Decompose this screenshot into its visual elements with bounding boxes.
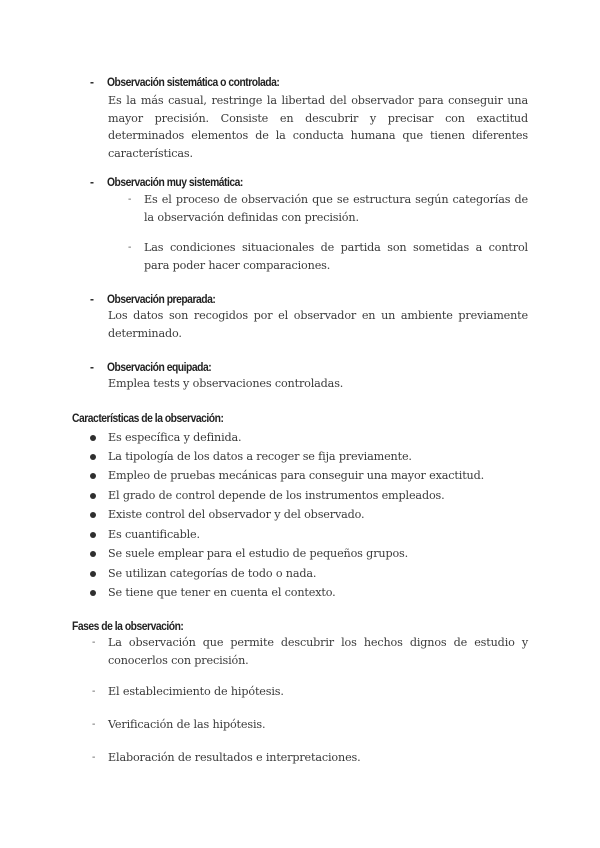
bullet-icon <box>90 532 96 538</box>
section-dash: - <box>90 360 94 374</box>
caracteristica-item: Existe control del observador y del observado. <box>108 508 365 521</box>
bullet-icon <box>90 454 96 460</box>
fase-item: El establecimiento de hipótesis. <box>108 685 284 698</box>
heading-caracteristicas: Características de la observación: <box>72 411 224 425</box>
caracteristica-item: Se suele emplear para el estudio de pequeños grupos. <box>108 547 409 560</box>
heading-observacion-preparada: Observación preparada: <box>107 292 216 306</box>
caracteristica-item: Es cuantificable. <box>108 528 200 541</box>
fase-item: Verificación de las hipótesis. <box>108 718 266 731</box>
section-dash: - <box>90 175 94 189</box>
caracteristica-item: La tipología de los datos a recoger se fija previamente. <box>108 450 412 463</box>
heading-observacion-sistematica: Observación sistemática o controlada: <box>107 75 280 89</box>
fase-item: La observación que permite descubrir los hechos dignos de estudio y conocerlos con precisión. <box>108 636 528 667</box>
caracteristica-item: Se tiene que tener en cuenta el contexto. <box>108 586 336 599</box>
fase-item: Elaboración de resultados e interpretaciones. <box>108 751 361 764</box>
bullet-icon <box>90 571 96 577</box>
bullet-icon <box>90 551 96 557</box>
section-dash: - <box>90 75 94 89</box>
caracteristica-item: Empleo de pruebas mecánicas para conseguir una mayor exactitud. <box>108 469 485 482</box>
fase-dash: - <box>92 637 96 648</box>
fase-dash: - <box>92 719 96 730</box>
heading-observacion-muy-sistematica: Observación muy sistemática: <box>107 175 243 189</box>
sub-item-condiciones: Las condiciones situacionales de partida son sometidas a control para poder hacer comparaciones. <box>144 241 528 272</box>
heading-observacion-equipada: Observación equipada: <box>107 360 212 374</box>
sub-item-estructura: Es el proceso de observación que se estructura según categorías de la observación definidas con precisión. <box>144 193 528 224</box>
bullet-icon <box>90 435 96 441</box>
paragraph-observacion-sistematica: Es la más casual, restringe la libertad del observador para conseguir una mayor precisión. Consiste en descubrir y precisar con exactitud determinados elementos de la conducta humana que tienen diferentes características. <box>108 94 528 160</box>
bullet-icon <box>90 590 96 596</box>
fase-dash: - <box>92 686 96 697</box>
paragraph-observacion-equipada: Emplea tests y observaciones controladas. <box>108 377 344 390</box>
heading-fases: Fases de la observación: <box>72 619 184 633</box>
bullet-icon <box>90 512 96 518</box>
fase-dash: - <box>92 752 96 763</box>
caracteristica-item: Es específica y definida. <box>108 431 242 444</box>
paragraph-observacion-preparada: Los datos son recogidos por el observador en un ambiente previamente determinado. <box>108 309 528 340</box>
bullet-icon <box>90 493 96 499</box>
sub-item-dash: - <box>128 194 132 205</box>
caracteristica-item: Se utilizan categorías de todo o nada. <box>108 567 317 580</box>
caracteristica-item: El grado de control depende de los instrumentos empleados. <box>108 489 445 502</box>
section-dash: - <box>90 292 94 306</box>
bullet-icon <box>90 473 96 479</box>
sub-item-dash: - <box>128 242 132 253</box>
